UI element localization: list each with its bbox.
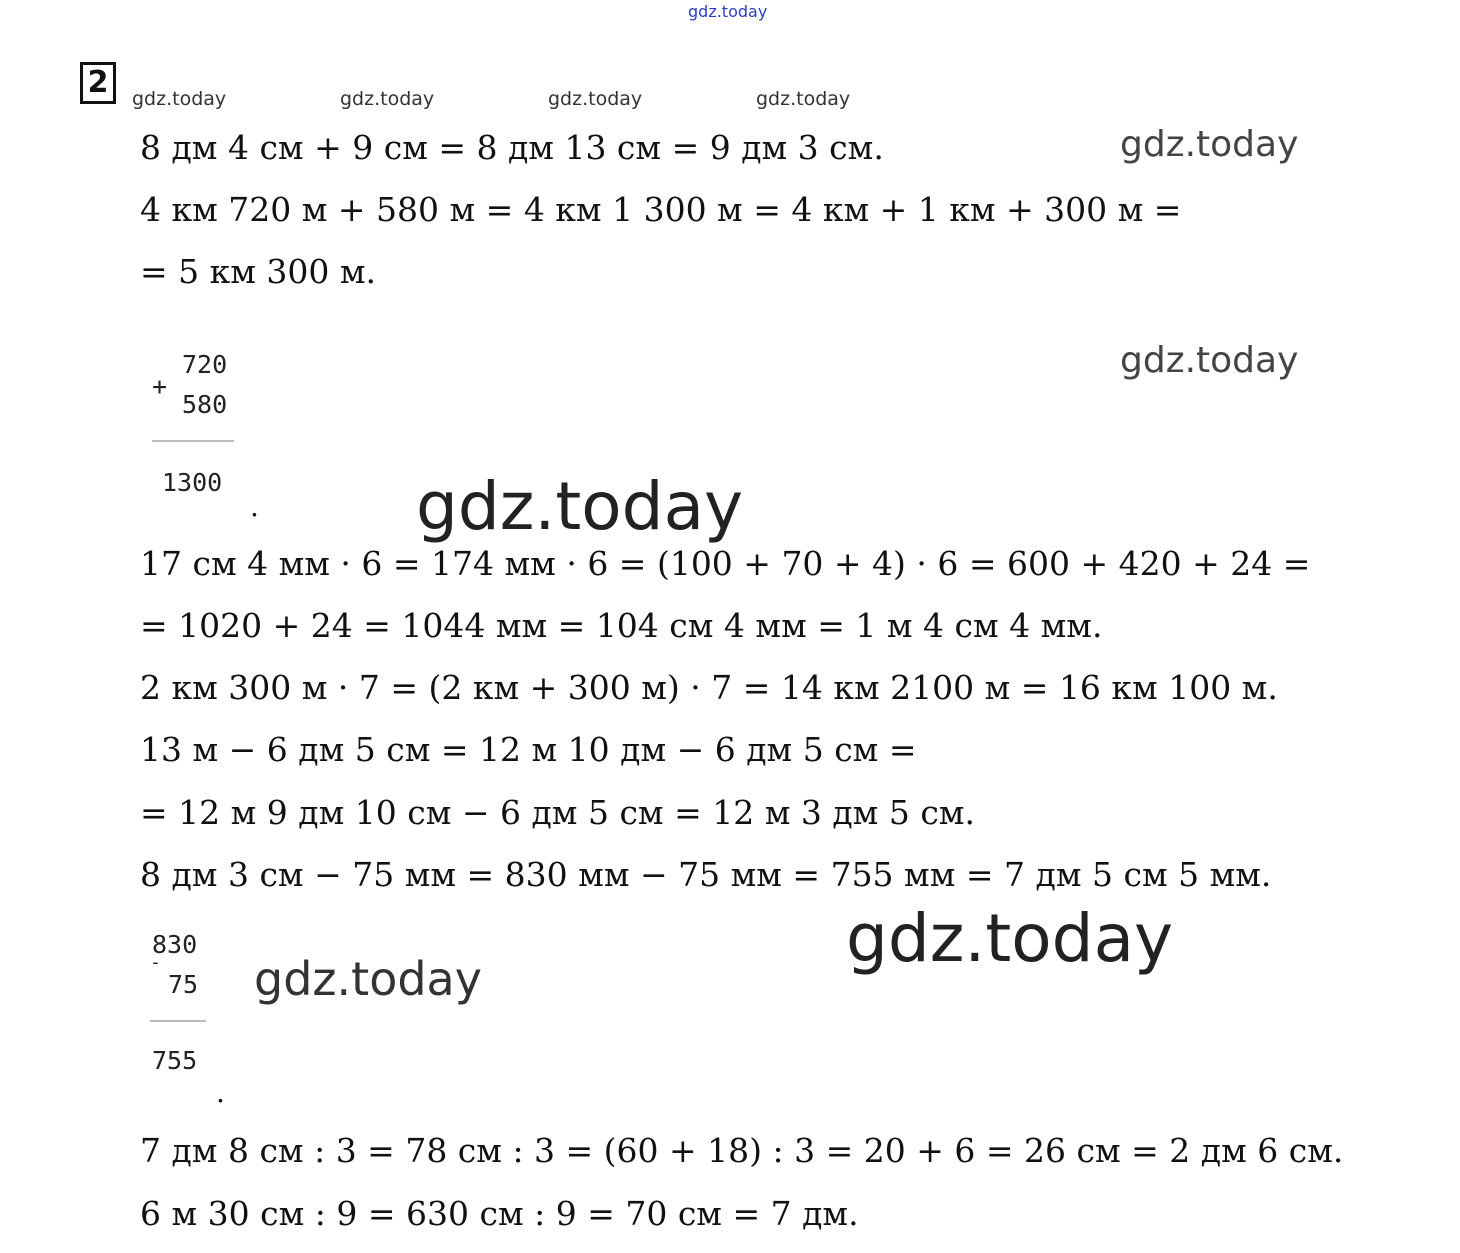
column-add-b: 580 — [182, 390, 228, 419]
watermark-row-3: gdz.today — [548, 88, 643, 110]
watermark-top: gdz.today — [688, 2, 768, 21]
solution-line-11: 6 м 30 см : 9 = 630 см : 9 = 70 см = 7 дм. — [140, 1194, 859, 1233]
column-add-sign: + — [152, 372, 168, 401]
watermark-row-4: gdz.today — [756, 88, 851, 110]
watermark-center-big: gdz.today — [416, 468, 744, 545]
watermark-right-2: gdz.today — [1120, 340, 1299, 381]
solution-line-9: 8 дм 3 см − 75 мм = 830 мм − 75 мм = 755 мм = 7 дм 5 см 5 мм. — [140, 855, 1272, 894]
watermark-right-big: gdz.today — [846, 900, 1174, 977]
solution-line-8: = 12 м 9 дм 10 см − 6 дм 5 см = 12 м 3 дм 5 см. — [140, 793, 975, 832]
watermark-left-mid: gdz.today — [254, 952, 482, 1006]
column-sub-sign: - — [150, 952, 161, 973]
solution-line-4: 17 см 4 мм · 6 = 174 мм · 6 = (100 + 70 + 4) · 6 = 600 + 420 + 24 = — [140, 544, 1311, 583]
solution-line-5: = 1020 + 24 = 1044 мм = 104 см 4 мм = 1 м 4 см 4 мм. — [140, 606, 1103, 645]
solution-line-2: 4 км 720 м + 580 м = 4 км 1 300 м = 4 км + 1 км + 300 м = — [140, 190, 1182, 229]
solution-line-7: 13 м − 6 дм 5 см = 12 м 10 дм − 6 дм 5 см = — [140, 730, 917, 769]
watermark-right-1: gdz.today — [1120, 124, 1299, 165]
watermark-row-1: gdz.today — [132, 88, 227, 110]
column-sub-end: . — [216, 1076, 225, 1109]
column-add-a: 720 — [182, 350, 228, 379]
column-sub-b: 75 — [168, 970, 199, 999]
column-add-end: . — [250, 490, 259, 523]
task-number-badge: 2 — [80, 62, 116, 104]
solution-line-10: 7 дм 8 см : 3 = 78 см : 3 = (60 + 18) : 3 = 20 + 6 = 26 см = 2 дм 6 см. — [140, 1131, 1344, 1170]
column-sub-result: 755 — [152, 1046, 198, 1075]
watermark-row-2: gdz.today — [340, 88, 435, 110]
solution-line-1: 8 дм 4 см + 9 см = 8 дм 13 см = 9 дм 3 см. — [140, 128, 884, 167]
solution-line-3: = 5 км 300 м. — [140, 252, 377, 291]
column-add-rule — [152, 440, 234, 442]
solution-line-6: 2 км 300 м · 7 = (2 км + 300 м) · 7 = 14 км 2100 м = 16 км 100 м. — [140, 668, 1278, 707]
column-add-result: 1300 — [162, 468, 223, 497]
column-sub-rule — [150, 1020, 206, 1022]
column-sub-a: 830 — [152, 930, 198, 959]
